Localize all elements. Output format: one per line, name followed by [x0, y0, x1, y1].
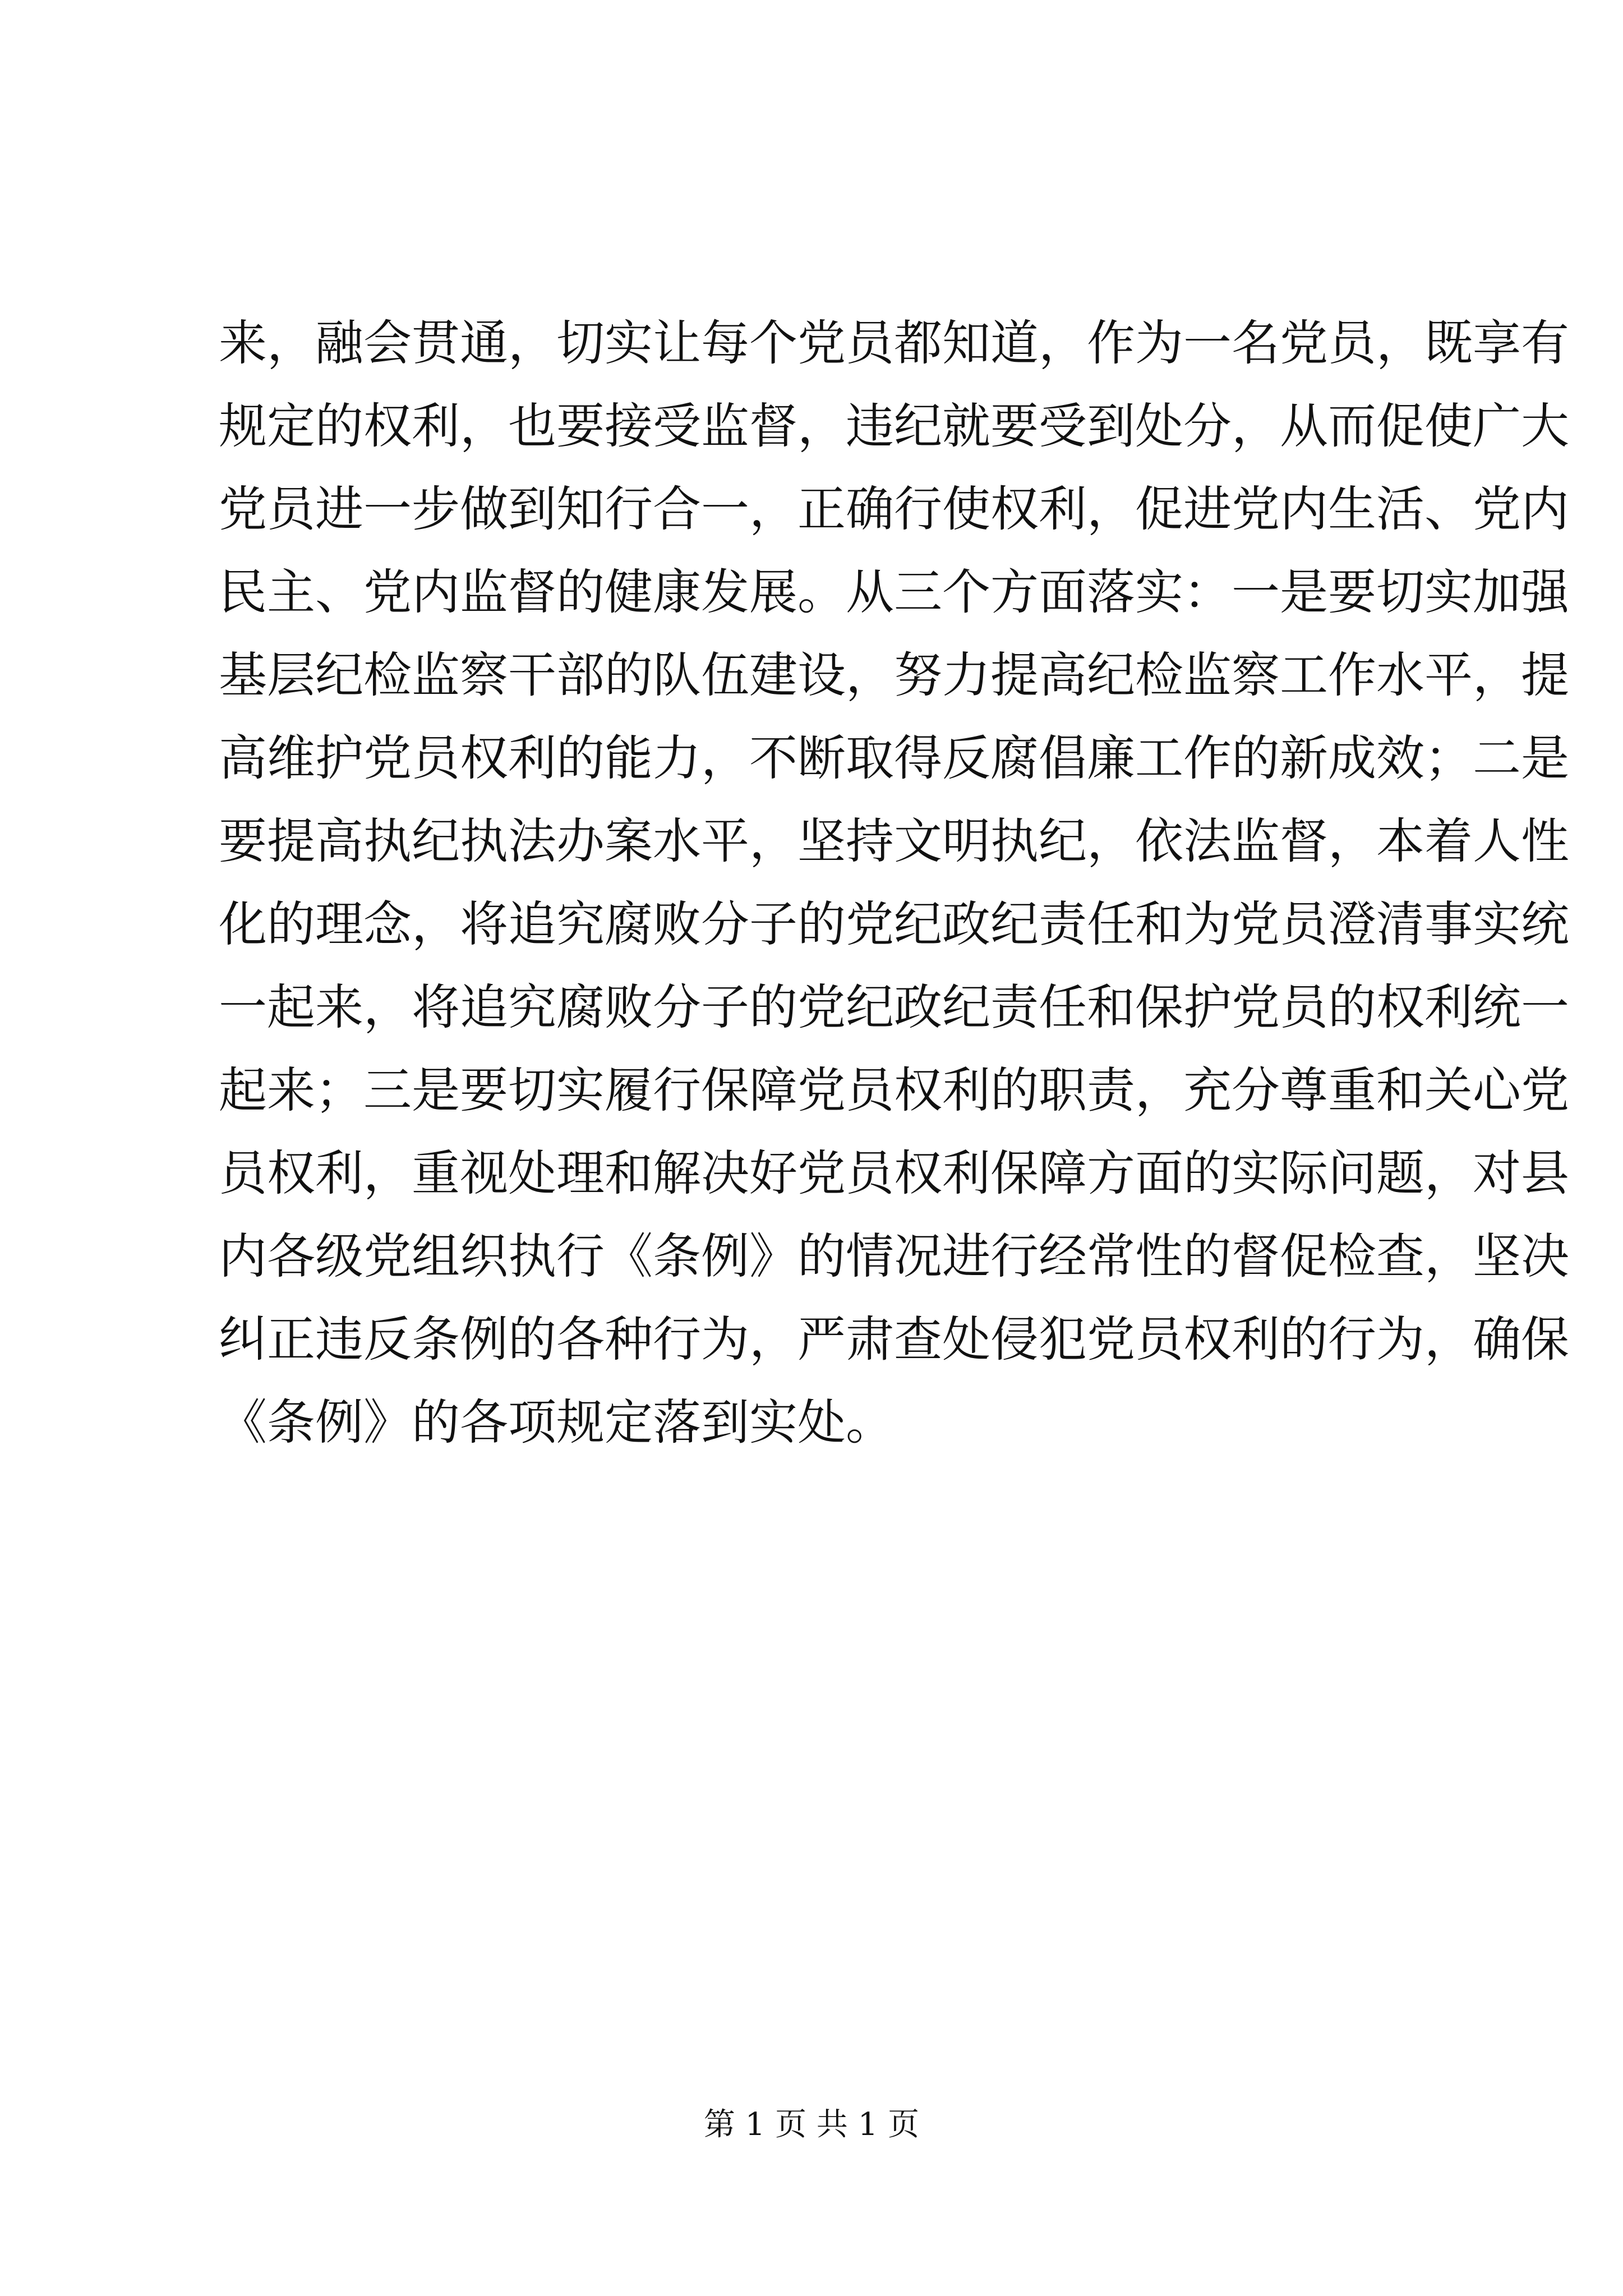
body-line: 高维护党员权利的能力，不断取得反腐倡廉工作的新成效；二是	[219, 730, 1569, 786]
document-body	[219, 302, 1569, 1464]
body-line: 规定的权利，也要接受监督，违纪就要受到处分，从而促使广大	[219, 398, 1569, 454]
body-line: 党员进一步做到知行合一，正确行使权利，促进党内生活、党内	[219, 481, 1569, 537]
body-line: 化的理念，将追究腐败分子的党纪政纪责任和为党员澄清事实统	[219, 896, 1569, 953]
body-line: 要提高执纪执法办案水平，坚持文明执纪，依法监督，本着人性	[219, 813, 1569, 869]
body-line: 纠正违反条例的各种行为，严肃查处侵犯党员权利的行为，确保	[219, 1312, 1569, 1368]
body-line: 内各级党组织执行《条例》的情况进行经常性的督促检查，坚决	[219, 1228, 1569, 1285]
page-number-footer: 第 1 页 共 1 页	[703, 2106, 920, 2143]
body-line: 来，融会贯通，切实让每个党员都知道，作为一名党员，既享有	[219, 315, 1569, 371]
body-line: 起来；三是要切实履行保障党员权利的职责，充分尊重和关心党	[219, 1062, 1569, 1119]
body-line: 员权利，重视处理和解决好党员权利保障方面的实际问题，对县	[219, 1145, 1569, 1202]
body-line: 民主、党内监督的健康发展。从三个方面落实：一是要切实加强	[219, 564, 1569, 620]
body-line: 《条例》的各项规定落到实处。	[219, 1395, 894, 1451]
body-line: 一起来，将追究腐败分子的党纪政纪责任和保护党员的权利统一	[219, 979, 1569, 1036]
body-line: 基层纪检监察干部的队伍建设，努力提高纪检监察工作水平，提	[219, 647, 1569, 703]
